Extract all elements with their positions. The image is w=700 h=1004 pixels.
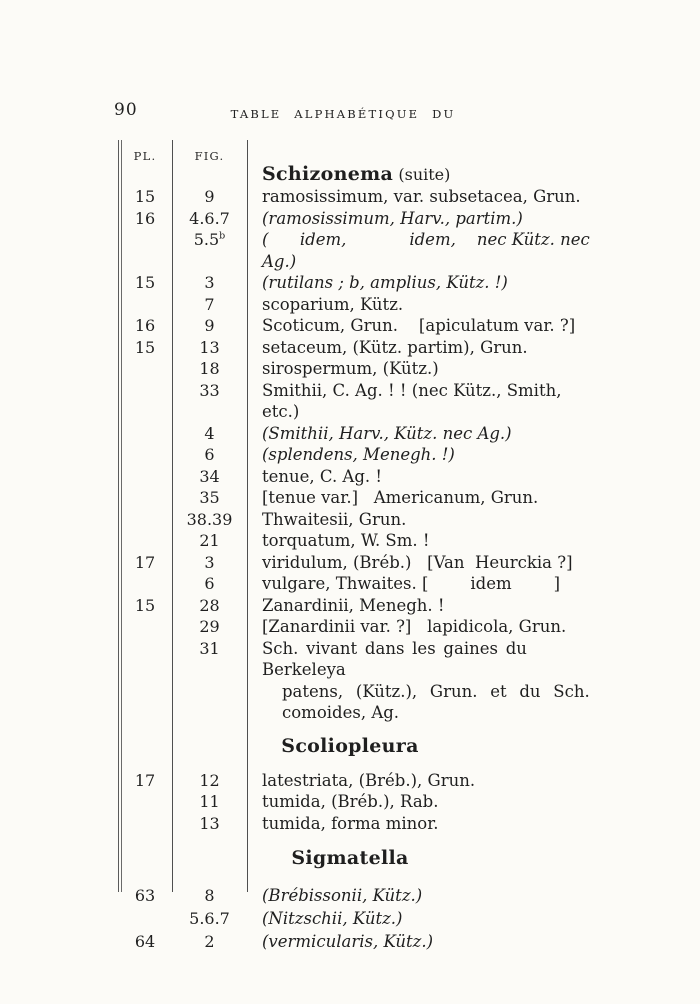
entry-cell: (Smithii, Harv., Kütz. nec Ag.): [262, 423, 512, 443]
entry-wrapped-text: [262, 638, 598, 724]
pl-cell: 15: [134, 595, 156, 615]
fig-cell: 13: [199, 813, 220, 833]
fig-cell: 4.6.7: [189, 208, 230, 228]
pl-cell: [118, 294, 172, 316]
entry-cell: tenue, C. Ag. !: [262, 466, 383, 486]
pl-cell: 17: [134, 552, 156, 572]
fig-cell: 34: [199, 466, 220, 486]
fig-cell: 13: [199, 337, 220, 357]
entry-cell: [247, 638, 598, 724]
pl-cell: [118, 844, 172, 872]
entry-cell: (Nitzschii, Kütz.): [262, 909, 403, 928]
entry-cell: [Zanardinii var. ?] lapidicola, Grun.: [262, 617, 567, 636]
entry-cell: Scoticum, Grun. [apiculatum var. ?]: [262, 316, 576, 335]
section-heading-row: [118, 844, 598, 872]
table-row: [118, 552, 598, 574]
fig-cell: 29: [199, 617, 220, 636]
fig-cell: 9: [204, 187, 215, 206]
pl-cell: [118, 380, 172, 423]
entry-cell: latestriata, (Bréb.), Grun.: [262, 770, 476, 790]
fig-cell: 33: [199, 380, 220, 400]
table-row: [118, 229, 598, 272]
table-row: [118, 315, 598, 337]
pl-column-header: PL.: [133, 149, 157, 163]
section-heading-scoliopleura: [262, 732, 438, 760]
fig-cell: 9: [204, 316, 215, 335]
fig-cell: 3: [204, 273, 215, 292]
pl-cell: [118, 638, 172, 724]
pl-cell: [118, 229, 172, 272]
entry-cell: Smithii, C. Ag. ! ! (nec Kütz., Smith, etc.): [262, 380, 567, 421]
fig-cell: [172, 732, 247, 760]
entry-cell: Thwaitesii, Grun.: [262, 509, 407, 529]
fig-cell: 21: [199, 531, 220, 550]
fig-cell: 6: [204, 574, 215, 593]
entry-cell: (vermicularis, Kütz.): [262, 932, 434, 951]
pl-cell: [118, 444, 172, 466]
entry-line: Sch. vivant dans les gaines du Berkeleya: [262, 638, 535, 679]
pl-cell: [118, 466, 172, 488]
section-heading-cell: [247, 844, 598, 872]
pl-cell: [118, 509, 172, 531]
page-number: 90: [114, 100, 138, 120]
fig-cell: 7: [204, 294, 215, 314]
pl-cell: 63: [134, 886, 156, 905]
pl-cell: [118, 530, 172, 552]
fig-cell: 18: [199, 359, 220, 378]
entry-cell: torquatum, W. Sm. !: [262, 531, 430, 550]
section-heading-sigmatella: [262, 844, 438, 872]
entry-cell: ( idem, idem, nec Kütz. nec Ag.): [262, 230, 595, 271]
table-row: [118, 595, 598, 617]
fig-cell: 38.39: [186, 509, 233, 529]
fig-cell: 11: [199, 792, 220, 811]
pl-cell: [118, 423, 172, 445]
entry-cell: (splendens, Menegh. !): [262, 445, 455, 464]
table-row: [118, 294, 598, 316]
section-rows: [118, 186, 598, 724]
entry-cell: scoparium, Kütz.: [262, 294, 404, 314]
fig-column-header: FIG.: [194, 149, 225, 163]
fig-cell: 3: [204, 552, 215, 572]
pl-cell: 15: [134, 337, 156, 357]
entry-line: comoides, Ag.: [282, 703, 400, 722]
fig-cell: 5.6.7: [189, 909, 230, 928]
section-rows: [118, 884, 598, 953]
entry-cell: (rutilans ; b, amplius, Kütz. !): [262, 273, 508, 292]
fig-cell: 8: [204, 886, 215, 905]
table-row: [118, 337, 598, 359]
section-heading-schizonema: [262, 162, 451, 186]
fig-cell: 28: [199, 595, 220, 615]
table-row: [118, 907, 598, 930]
table-row: [118, 358, 598, 380]
table-row: [118, 208, 598, 230]
fig-cell: 4: [204, 423, 215, 443]
pl-cell: [118, 813, 172, 835]
table-row: [118, 186, 598, 208]
entry-cell: ramosissimum, var. subsetacea, Grun.: [262, 187, 581, 206]
running-header: TABLE ALPHABÉTIQUE DU: [230, 107, 456, 121]
table-row: [118, 509, 598, 531]
table-row: [118, 466, 598, 488]
entry-cell: setaceum, (Kütz. partim), Grun.: [262, 337, 528, 357]
pl-cell: [118, 791, 172, 813]
entry-cell: sirospermum, (Kütz.): [262, 359, 439, 378]
pl-cell: [118, 616, 172, 638]
index-table: [118, 140, 598, 951]
table-row: [118, 530, 598, 552]
fig-cell: [172, 844, 247, 872]
table-row: [118, 272, 598, 294]
section-heading-text: Schizonema: [262, 162, 394, 185]
entry-cell: tumida, (Bréb.), Rab.: [262, 792, 439, 811]
pl-cell: 15: [134, 273, 156, 292]
section-heading-suffix: (suite): [398, 164, 451, 184]
pl-cell: 16: [134, 316, 156, 335]
pl-cell: [118, 732, 172, 760]
entry-cell: vulgare, Thwaites. [ idem ]: [262, 574, 561, 593]
pl-cell: [118, 573, 172, 595]
table-row: [118, 813, 598, 835]
table-rows: [118, 140, 598, 953]
table-row: [118, 638, 598, 724]
table-row: [118, 423, 598, 445]
pl-cell: [118, 907, 172, 930]
entry-cell: [tenue var.] Americanum, Grun.: [262, 488, 539, 507]
pl-cell: 64: [134, 932, 156, 951]
table-row: [118, 930, 598, 953]
pl-cell: [118, 487, 172, 509]
entry-cell: (Brébissonii, Kütz.): [262, 886, 423, 905]
entry-cell: Zanardinii, Menegh. !: [262, 595, 445, 615]
entry-cell: viridulum, (Bréb.) [Van Heurckia ?]: [262, 552, 573, 572]
pl-cell: [118, 358, 172, 380]
first-section-heading-cell: [247, 140, 598, 186]
entry-line: patens, (Kütz.), Grun. et du Sch.: [282, 681, 590, 701]
table-row: [118, 487, 598, 509]
table-row: [118, 444, 598, 466]
section-heading-cell: [247, 732, 598, 760]
table-row: [118, 884, 598, 907]
pl-cell: 16: [134, 208, 156, 228]
section-heading-text: Scoliopleura: [281, 734, 419, 757]
table-row: [118, 616, 598, 638]
table-row: [118, 380, 598, 423]
fig-cell: 5.5$^b$: [193, 230, 226, 249]
fig-cell: 35: [199, 488, 220, 507]
fig-cell: 12: [199, 770, 220, 790]
entry-cell: (ramosissimum, Harv., partim.): [262, 208, 523, 228]
pl-cell: 15: [134, 187, 156, 206]
fig-cell: 31: [199, 638, 220, 658]
table-header-row: [118, 140, 598, 186]
fig-cell: 2: [204, 932, 215, 951]
fig-cell: 6: [204, 445, 215, 464]
section-rows: [118, 770, 598, 835]
section-heading-text: Sigmatella: [291, 847, 409, 869]
table-row: [118, 770, 598, 792]
table-row: [118, 791, 598, 813]
table-row: [118, 573, 598, 595]
pl-cell: 17: [134, 770, 156, 790]
section-heading-row: [118, 732, 598, 760]
entry-cell: tumida, forma minor.: [262, 813, 439, 833]
